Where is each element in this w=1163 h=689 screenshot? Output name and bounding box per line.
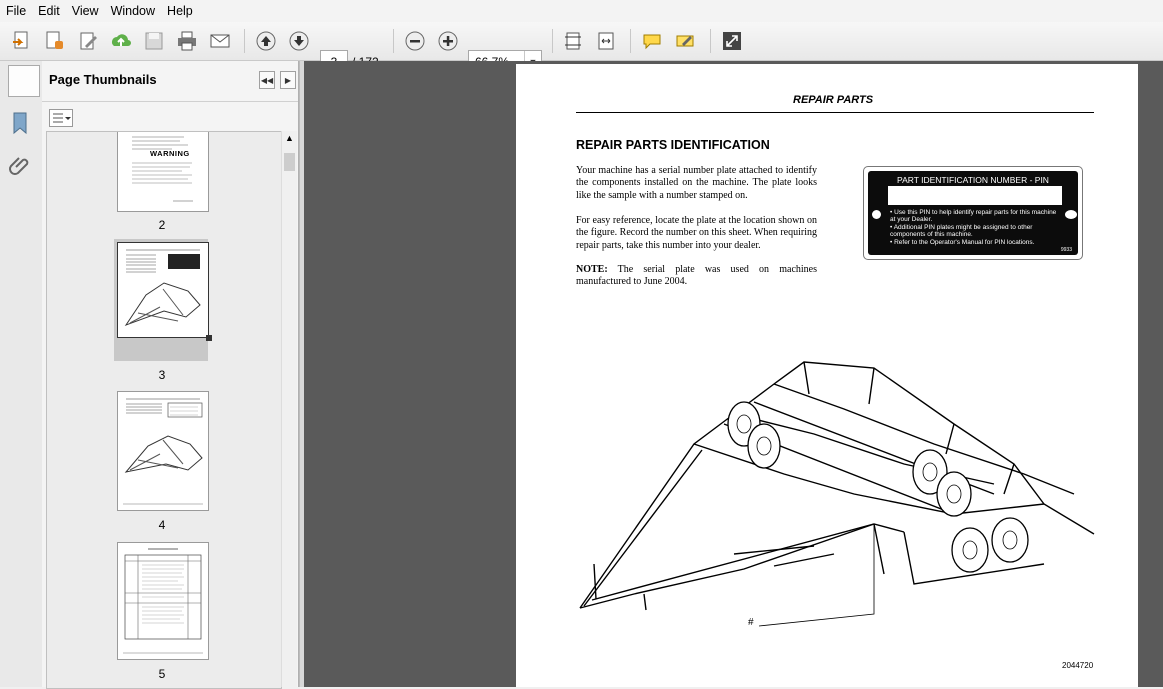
figure-number: 2044720 [1062, 661, 1094, 670]
pdf-page [516, 64, 1138, 687]
highlight-icon[interactable] [672, 28, 698, 54]
edit-icon[interactable] [75, 28, 101, 54]
full-screen-icon[interactable] [719, 28, 745, 54]
fit-width-icon[interactable] [593, 28, 619, 54]
note-paragraph [576, 264, 817, 289]
thumbnails-panel [42, 61, 299, 687]
scrollbar-thumb[interactable] [284, 153, 295, 171]
convert-icon[interactable] [41, 28, 67, 54]
panel-options [42, 101, 298, 132]
thumbnail-page-5[interactable] [117, 542, 209, 660]
chevron-up-icon[interactable]: ▲ [285, 133, 294, 143]
thumbnail-label: 4 [158, 518, 166, 532]
header-rule [576, 112, 1094, 113]
mounting-hole [1065, 210, 1077, 219]
menu-file[interactable]: File [6, 4, 27, 18]
mounting-hole [872, 210, 881, 219]
thumbnail-page-3[interactable] [117, 242, 209, 338]
thumbnail-label: 3 [158, 368, 166, 382]
menu-help[interactable]: Help [167, 4, 193, 18]
save-icon[interactable] [141, 28, 167, 54]
thumbnail-page-4[interactable] [117, 391, 209, 511]
section-heading: REPAIR PARTS IDENTIFICATION [576, 138, 770, 152]
menu-view[interactable]: View [71, 4, 99, 18]
thumbnail-warning-text: WARNING [150, 149, 190, 158]
pin-plate [863, 166, 1083, 260]
page-header-title: REPAIR PARTS [793, 94, 874, 106]
thumbnail-list [46, 131, 282, 689]
zoom-out-icon[interactable] [402, 28, 428, 54]
pin-bullet: • Refer to the Operator's Manual for PIN locations. [890, 238, 1035, 246]
print-icon[interactable] [174, 28, 200, 54]
panel-tab-selected [8, 65, 40, 97]
thumbnail-scrollbar[interactable] [281, 131, 297, 687]
pin-plate-bullets [890, 209, 1060, 246]
thumbnail-label: 2 [158, 218, 166, 232]
menu-window[interactable]: Window [110, 4, 156, 18]
note-label: NOTE: [576, 264, 608, 275]
thumbnail-label: 5 [158, 667, 166, 681]
panel-title: Page Thumbnails [49, 72, 157, 87]
menu-bar [0, 0, 1163, 22]
toolbar [0, 22, 1163, 61]
previous-page-icon[interactable] [253, 28, 279, 54]
options-menu-icon[interactable] [49, 109, 73, 127]
menu-edit[interactable]: Edit [38, 4, 60, 18]
navigation-rail [0, 61, 43, 687]
comment-icon[interactable] [639, 28, 665, 54]
thumbnail-page-2[interactable] [117, 131, 209, 212]
pin-plate-face [868, 171, 1078, 255]
pin-number-box [888, 186, 1062, 205]
note-text: The serial plate was used on machines manufactured to June 2004. [576, 264, 817, 288]
paragraph-2: For easy reference, locate the plate at the location shown on the figure. Record the number on this sheet. When requiring repair parts, take this number into your dealer. [576, 215, 817, 251]
fit-page-icon[interactable] [560, 28, 586, 54]
create-pdf-icon[interactable] [8, 28, 34, 54]
paragraph-1: Your machine has a serial number plate attached to identify the components installed on the machine. The plate looks like the sample with a number stamped on. [576, 165, 817, 201]
collapse-panel-icon[interactable]: ◀◀ [259, 71, 275, 89]
machine-illustration [574, 354, 1099, 634]
pin-plate-code: 9933 [1060, 247, 1072, 253]
document-viewer [304, 61, 1163, 687]
upload-icon[interactable] [108, 28, 134, 54]
next-page-icon[interactable] [286, 28, 312, 54]
bookmark-icon[interactable] [8, 111, 32, 138]
pin-bullet: • Use this PIN to help identify repair parts for this machine at your Dealer. [890, 209, 1057, 224]
email-icon[interactable] [207, 28, 233, 54]
callout-label: # [748, 617, 754, 628]
attachment-icon[interactable] [8, 153, 32, 180]
pin-bullet: • Additional PIN plates might be assigned to other components of this machine. [890, 223, 1033, 239]
zoom-in-icon[interactable] [435, 28, 461, 54]
expand-panel-icon[interactable]: ▶ [280, 71, 296, 89]
pin-plate-title: PART IDENTIFICATION NUMBER - PIN [897, 175, 1049, 185]
